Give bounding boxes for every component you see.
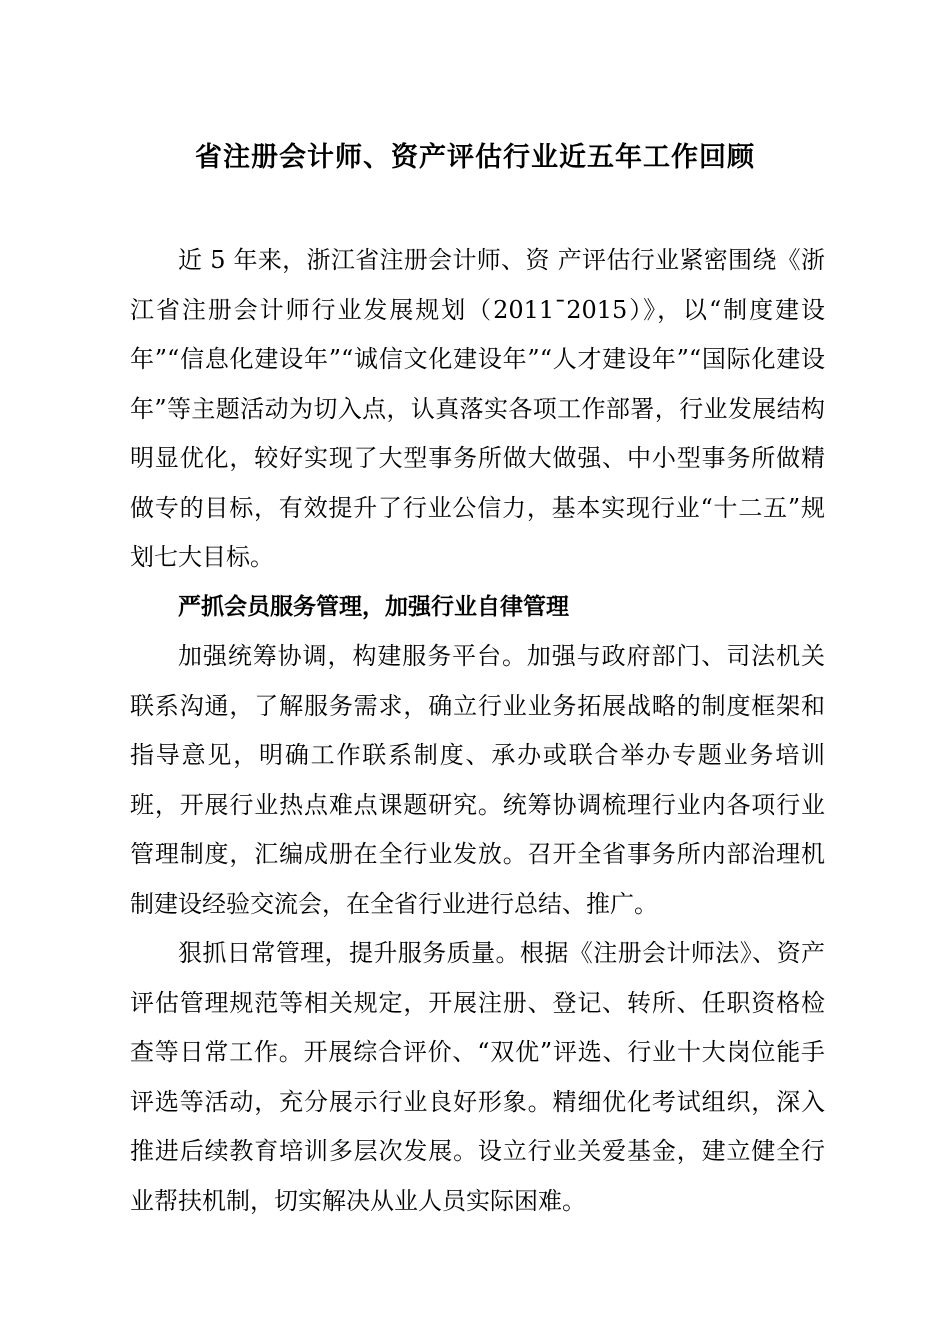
document-body	[130, 236, 825, 1226]
section-heading: 严抓会员服务管理，加强行业自律管理	[178, 593, 569, 620]
management-paragraph: 狠抓日常管理，提升服务质量。根据《注册会计师法》、资产评估管理规范等相关规定，开展注册、登记、转所、任职资格检查等日常工作。开展综合评价、“双优”评选、行业十大岗位能手评选等活动，充分展示行业良好形象。精细优化考试组织，深入推进后续教育培训多层次发展。设立行业关爱基金，建立健全行业帮扶机制，切实解决从业人员实际困难。	[130, 939, 825, 1215]
document-title: 省注册会计师、资产评估行业近五年工作回顾	[195, 142, 755, 173]
intro-paragraph: 近 5 年来，浙江省注册会计师、资 产评估行业紧密围绕《浙江省注册会计师行业发展规划（2011¯2015）》，以“制度建设年”“信息化建设年”“诚信文化建设年”“人才建设年”“国际化建设年”等主题活动为切入点，认真落实各项工作部署，行业发展结构明显优化，较好实现了大型事务所做大做强、中小型事务所做精做专的目标，有效提升了行业公信力，基本实现行业“十二五”规划七大目标。	[130, 246, 825, 571]
coordination-paragraph: 加强统筹协调，构建服务平台。加强与政府部门、司法机关联系沟通，了解服务需求，确立行业业务拓展战略的制度框架和指导意见，明确工作联系制度、承办或联合举办专题业务培训班，开展行业热点难点课题研究。统筹协调梳理行业内各项行业管理制度，汇编成册在全行业发放。召开全省事务所内部治理机制建设经验交流会，在全省行业进行总结、推广。	[130, 642, 825, 918]
